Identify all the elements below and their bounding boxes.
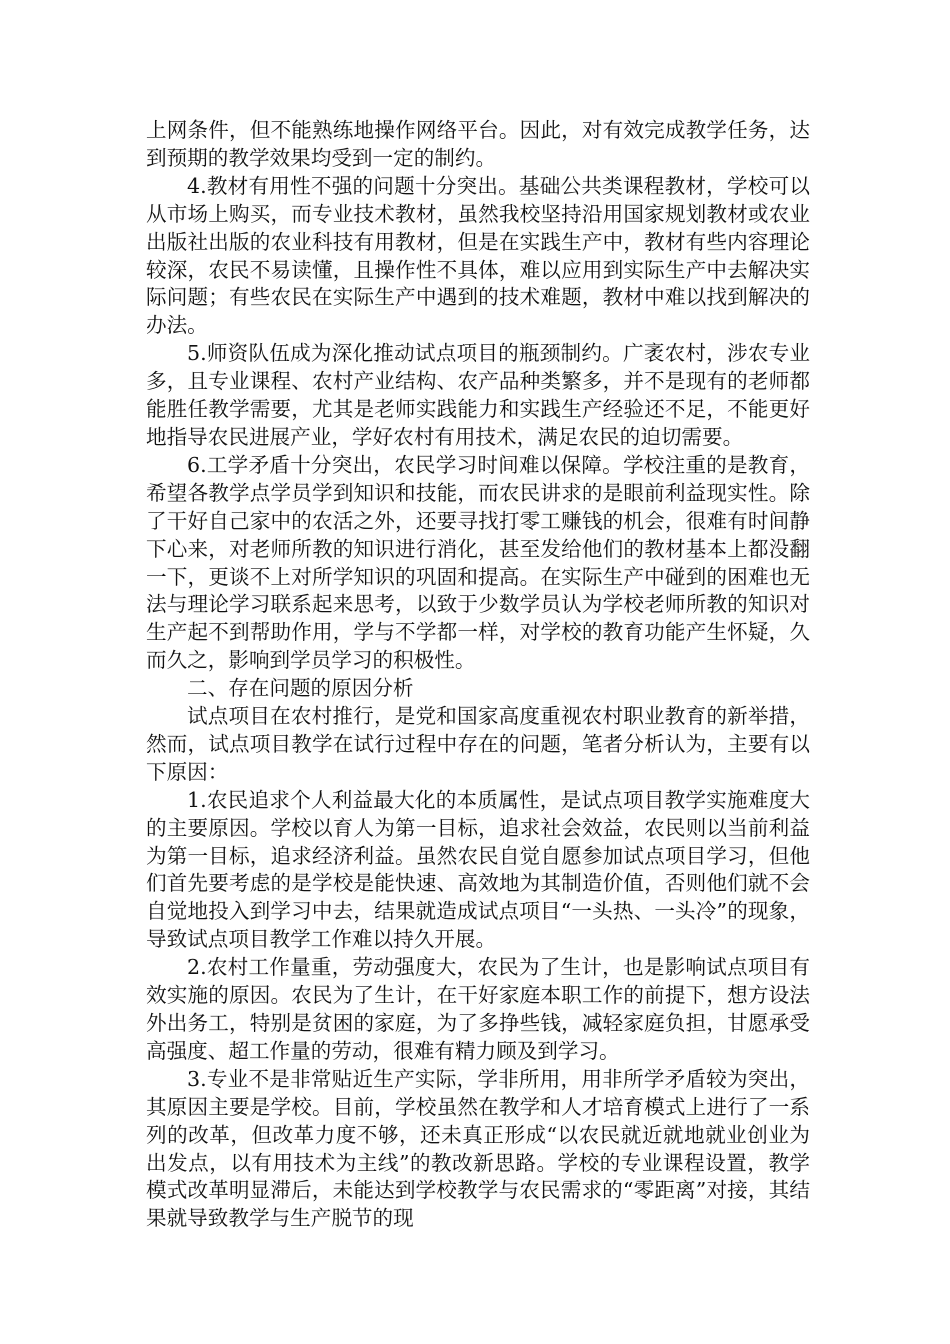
paragraph-continuation: 上网条件，但不能熟练地操作网络平台。因此，对有效完成教学任务，达到预期的教学效果均受到一定的制约。 bbox=[146, 118, 810, 170]
paragraph-cause-3: 3.专业不是非常贴近生产实际，学非所用，用非所学矛盾较为突出，其原因主要是学校。目前，学校虽然在教学和人才培育模式上进行了一系列的改革，但改革力度不够，还未真正形成“以农民就近就地就业创业为出发点，以有用技术为主线”的教改新思路。学校的专业课程设置，教学模式改革明显滞后，未能达到学校教学与农民需求的“零距离”对接，其结果就导致教学与生产脱节的现 bbox=[146, 1066, 810, 1231]
paragraph-item-6-work-study: 6.工学矛盾十分突出，农民学习时间难以保障。学校注重的是教育，希望各教学点学员学到知识和技能，而农民讲求的是眼前利益现实性。除了干好自己家中的农活之外，还要寻找打零工赚钱的机会，很难有时间静下心来，对老师所教的知识进行消化，甚至发给他们的教材基本上都没翻一下，更谈不上对所学知识的巩固和提高。在实际生产中碰到的困难也无法与理论学习联系起来思考，以致于少数学员认为学校老师所教的知识对生产起不到帮助作用，学与不学都一样，对学校的教育功能产生怀疑，久而久之，影响到学员学习的积极性。 bbox=[146, 452, 810, 673]
paragraph-intro-causes: 试点项目在农村推行，是党和国家高度重视农村职业教育的新举措，然而，试点项目教学在试行过程中存在的问题，笔者分析认为，主要有以下原因： bbox=[146, 704, 810, 784]
document-body bbox=[146, 117, 810, 1233]
paragraph-item-4-textbooks: 4.教材有用性不强的问题十分突出。基础公共类课程教材，学校可以从市场上购买，而专业技术教材，虽然我校坚持沿用国家规划教材或农业出版社出版的农业科技有用教材，但是在实践生产中，教材有些内容理论较深，农民不易读懂，且操作性不具体，难以应用到实际生产中去解决实际问题；有些农民在实际生产中遇到的技术难题，教材中难以找到解决的办法。 bbox=[146, 173, 810, 338]
paragraph-cause-2: 2.农村工作量重，劳动强度大，农民为了生计，也是影响试点项目有效实施的原因。农民为了生计，在干好家庭本职工作的前提下，想方设法外出务工，特别是贫困的家庭，为了多挣些钱，减轻家庭负担，甘愿承受高强度、超工作量的劳动，很难有精力顾及到学习。 bbox=[146, 955, 810, 1063]
section-heading-cause-analysis: 二、存在问题的原因分析 bbox=[187, 676, 414, 701]
paragraph-cause-1: 1.农民追求个人利益最大化的本质属性，是试点项目教学实施难度大的主要原因。学校以育人为第一目标，追求社会效益，农民则以当前利益为第一目标，追求经济利益。虽然农民自觉自愿参加试点项目学习，但他们首先要考虑的是学校是能快速、高效地为其制造价值，否则他们就不会自觉地投入到学习中去，结果就造成试点项目“一头热、一头冷”的现象，导致试点项目教学工作难以持久开展。 bbox=[146, 787, 810, 952]
paragraph-item-5-teachers: 5.师资队伍成为深化推动试点项目的瓶颈制约。广袤农村，涉农专业多，且专业课程、农村产业结构、农产品种类繁多，并不是现有的老师都能胜任教学需要，尤其是老师实践能力和实践生产经验还不足，不能更好地指导农民进展产业，学好农村有用技术，满足农民的迫切需要。 bbox=[146, 341, 810, 449]
